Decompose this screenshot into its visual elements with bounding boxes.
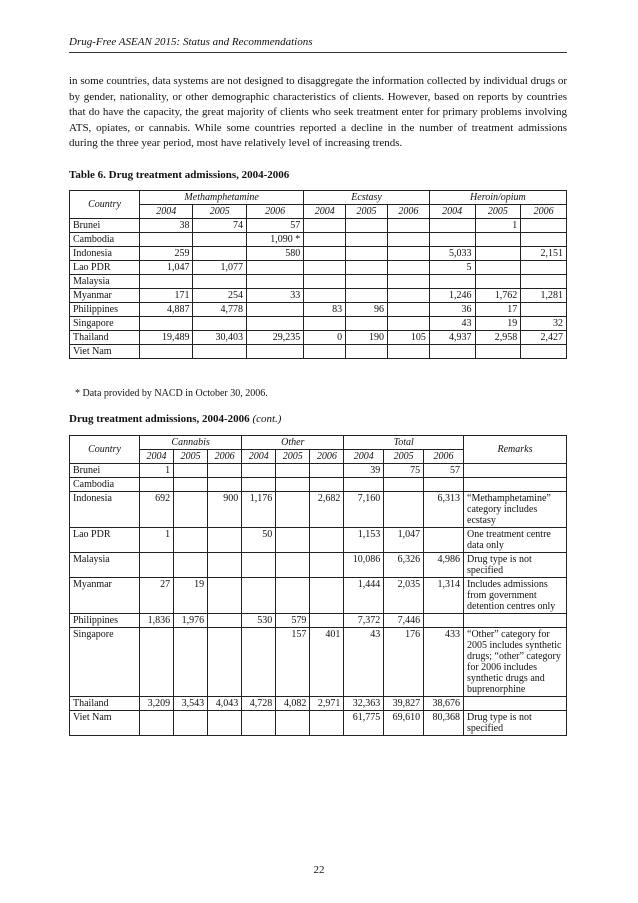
value-cell: 32: [521, 317, 567, 331]
value-cell: 17: [475, 303, 521, 317]
value-cell: 74: [193, 219, 246, 233]
value-cell: [304, 247, 346, 261]
value-cell: 1,444: [344, 578, 384, 614]
value-cell: 1,077: [193, 261, 246, 275]
value-cell: [429, 275, 475, 289]
table-row: [70, 492, 567, 528]
year-header: 2006: [424, 450, 464, 464]
value-cell: 1,246: [429, 289, 475, 303]
table-row: [70, 464, 567, 478]
value-cell: 580: [246, 247, 303, 261]
remarks-cell: [464, 697, 567, 711]
value-cell: [424, 614, 464, 628]
value-cell: 57: [246, 219, 303, 233]
value-cell: 0: [304, 331, 346, 345]
value-cell: 3,209: [140, 697, 174, 711]
value-cell: [346, 247, 388, 261]
value-cell: 171: [140, 289, 193, 303]
value-cell: [304, 261, 346, 275]
value-cell: 3,543: [174, 697, 208, 711]
remarks-cell: Drug type is not specified: [464, 553, 567, 578]
country-cell: Lao PDR: [70, 261, 140, 275]
value-cell: [387, 247, 429, 261]
value-cell: [475, 233, 521, 247]
table-row: [70, 711, 567, 736]
table2-treatment-admissions: [69, 435, 567, 736]
value-cell: 259: [140, 247, 193, 261]
value-cell: [310, 614, 344, 628]
year-header: 2005: [346, 205, 388, 219]
value-cell: [475, 275, 521, 289]
table1-footnote: * Data provided by NACD in October 30, 2006.: [75, 388, 268, 399]
value-cell: [242, 478, 276, 492]
year-header: 2005: [276, 450, 310, 464]
group-header: Methamphetamine: [140, 191, 304, 205]
value-cell: [140, 711, 174, 736]
value-cell: 96: [346, 303, 388, 317]
value-cell: 30,403: [193, 331, 246, 345]
value-cell: 57: [424, 464, 464, 478]
value-cell: 19: [475, 317, 521, 331]
value-cell: [304, 289, 346, 303]
value-cell: 10,086: [344, 553, 384, 578]
value-cell: 43: [344, 628, 384, 697]
country-cell: Cambodia: [70, 233, 140, 247]
value-cell: [193, 317, 246, 331]
value-cell: 2,958: [475, 331, 521, 345]
country-cell: Brunei: [70, 219, 140, 233]
year-header: 2005: [384, 450, 424, 464]
value-cell: 32,363: [344, 697, 384, 711]
value-cell: [346, 261, 388, 275]
value-cell: [475, 247, 521, 261]
value-cell: 2,971: [310, 697, 344, 711]
table-row: [70, 275, 567, 289]
year-header: 2004: [242, 450, 276, 464]
table2-caption-suffix: (cont.): [252, 413, 282, 425]
country-cell: Myanmar: [70, 289, 140, 303]
value-cell: 1,176: [242, 492, 276, 528]
value-cell: [429, 345, 475, 359]
value-cell: 4,082: [276, 697, 310, 711]
value-cell: 5: [429, 261, 475, 275]
value-cell: [246, 261, 303, 275]
table-row: [70, 345, 567, 359]
value-cell: [304, 275, 346, 289]
value-cell: [276, 553, 310, 578]
table-row: [70, 614, 567, 628]
value-cell: 83: [304, 303, 346, 317]
value-cell: 38: [140, 219, 193, 233]
value-cell: [276, 711, 310, 736]
value-cell: 6,313: [424, 492, 464, 528]
value-cell: [310, 528, 344, 553]
value-cell: [242, 578, 276, 614]
country-header: Country: [70, 191, 140, 219]
value-cell: [208, 553, 242, 578]
value-cell: [521, 345, 567, 359]
value-cell: [276, 528, 310, 553]
value-cell: [310, 711, 344, 736]
value-cell: [276, 478, 310, 492]
country-cell: Malaysia: [70, 275, 140, 289]
value-cell: 105: [387, 331, 429, 345]
value-cell: [310, 464, 344, 478]
value-cell: [242, 553, 276, 578]
value-cell: [193, 275, 246, 289]
value-cell: 530: [242, 614, 276, 628]
value-cell: [140, 275, 193, 289]
value-cell: [246, 317, 303, 331]
value-cell: [174, 553, 208, 578]
value-cell: 692: [140, 492, 174, 528]
value-cell: [346, 317, 388, 331]
value-cell: [387, 289, 429, 303]
remarks-cell: “Methamphetamine” category includes ecstasy: [464, 492, 567, 528]
table-row: [70, 331, 567, 345]
year-header: 2004: [304, 205, 346, 219]
value-cell: [304, 317, 346, 331]
value-cell: [387, 233, 429, 247]
value-cell: 176: [384, 628, 424, 697]
value-cell: 401: [310, 628, 344, 697]
value-cell: [475, 345, 521, 359]
value-cell: 4,728: [242, 697, 276, 711]
value-cell: [521, 303, 567, 317]
value-cell: [242, 464, 276, 478]
remarks-cell: [464, 464, 567, 478]
table2-caption-text: Drug treatment admissions, 2004-2006: [69, 413, 250, 425]
value-cell: 1,976: [174, 614, 208, 628]
value-cell: 433: [424, 628, 464, 697]
value-cell: 4,937: [429, 331, 475, 345]
country-cell: Brunei: [70, 464, 140, 478]
value-cell: [174, 492, 208, 528]
country-cell: Malaysia: [70, 553, 140, 578]
remarks-cell: Includes admissions from government detention centres only: [464, 578, 567, 614]
group-header: Other: [242, 436, 344, 450]
value-cell: [384, 478, 424, 492]
value-cell: [242, 628, 276, 697]
value-cell: [140, 233, 193, 247]
year-header: 2006: [387, 205, 429, 219]
value-cell: [387, 219, 429, 233]
value-cell: [174, 528, 208, 553]
table-row: [70, 289, 567, 303]
page-number: 22: [313, 864, 325, 876]
value-cell: [193, 345, 246, 359]
value-cell: [246, 275, 303, 289]
value-cell: [521, 233, 567, 247]
value-cell: [140, 345, 193, 359]
value-cell: [246, 345, 303, 359]
value-cell: 1,153: [344, 528, 384, 553]
value-cell: 1,281: [521, 289, 567, 303]
value-cell: 7,160: [344, 492, 384, 528]
value-cell: 27: [140, 578, 174, 614]
value-cell: 80,368: [424, 711, 464, 736]
value-cell: [304, 345, 346, 359]
table-row: [70, 219, 567, 233]
value-cell: 190: [346, 331, 388, 345]
table-row: [70, 528, 567, 553]
value-cell: [276, 464, 310, 478]
table-row: [70, 247, 567, 261]
value-cell: 43: [429, 317, 475, 331]
table-row: [70, 578, 567, 614]
remarks-header: Remarks: [464, 436, 567, 464]
year-header: 2004: [140, 450, 174, 464]
value-cell: [424, 478, 464, 492]
intro-paragraph: in some countries, data systems are not designed to disaggregate the information collected by individual drugs or by gender, nationality, or other demographic characteristics of clients. However, based on reports by countries that do have the capacity, the great majority of clients who seek treatment enter for primary problems involving ATS, opiates, or cannabis. While some countries reported a decline in the number of treatment admissions during the three year period, most have relatively level of increasing trends.: [69, 75, 567, 150]
group-header: Cannabis: [140, 436, 242, 450]
value-cell: [208, 528, 242, 553]
value-cell: 1,047: [384, 528, 424, 553]
year-header: 2004: [140, 205, 193, 219]
value-cell: 1: [475, 219, 521, 233]
value-cell: 579: [276, 614, 310, 628]
country-cell: Viet Nam: [70, 711, 140, 736]
value-cell: [140, 628, 174, 697]
value-cell: 4,778: [193, 303, 246, 317]
value-cell: [387, 275, 429, 289]
value-cell: [246, 303, 303, 317]
table-row: [70, 303, 567, 317]
group-header: Ecstasy: [304, 191, 430, 205]
value-cell: [276, 492, 310, 528]
value-cell: [346, 219, 388, 233]
table2-caption: [69, 413, 281, 425]
value-cell: 29,235: [246, 331, 303, 345]
value-cell: 1,836: [140, 614, 174, 628]
table-row: [70, 233, 567, 247]
value-cell: [475, 261, 521, 275]
value-cell: [208, 628, 242, 697]
value-cell: [344, 478, 384, 492]
header-rule: [69, 52, 567, 53]
country-cell: Viet Nam: [70, 345, 140, 359]
remarks-cell: [464, 614, 567, 628]
value-cell: [208, 478, 242, 492]
group-header: Heroin/opium: [429, 191, 566, 205]
year-header: 2004: [429, 205, 475, 219]
value-cell: 2,151: [521, 247, 567, 261]
value-cell: 1,762: [475, 289, 521, 303]
value-cell: 38,676: [424, 697, 464, 711]
country-cell: Philippines: [70, 303, 140, 317]
table-row: [70, 261, 567, 275]
country-header: Country: [70, 436, 140, 464]
value-cell: 7,372: [344, 614, 384, 628]
remarks-cell: Drug type is not specified: [464, 711, 567, 736]
table1-caption: Table 6. Drug treatment admissions, 2004-2006: [69, 169, 290, 181]
country-cell: Indonesia: [70, 247, 140, 261]
value-cell: [140, 478, 174, 492]
table1-treatment-admissions: [69, 190, 567, 359]
remarks-cell: [464, 478, 567, 492]
year-header: 2005: [193, 205, 246, 219]
country-cell: Cambodia: [70, 478, 140, 492]
value-cell: 39: [344, 464, 384, 478]
value-cell: [276, 578, 310, 614]
value-cell: 4,043: [208, 697, 242, 711]
country-cell: Myanmar: [70, 578, 140, 614]
value-cell: 157: [276, 628, 310, 697]
value-cell: [208, 464, 242, 478]
value-cell: [387, 317, 429, 331]
value-cell: [140, 553, 174, 578]
table-row: [70, 553, 567, 578]
value-cell: [424, 528, 464, 553]
value-cell: [387, 345, 429, 359]
value-cell: [174, 711, 208, 736]
value-cell: 2,427: [521, 331, 567, 345]
value-cell: 1,090 *: [246, 233, 303, 247]
country-cell: Lao PDR: [70, 528, 140, 553]
value-cell: [346, 233, 388, 247]
value-cell: [387, 261, 429, 275]
value-cell: 2,035: [384, 578, 424, 614]
value-cell: [310, 478, 344, 492]
value-cell: 50: [242, 528, 276, 553]
value-cell: 7,446: [384, 614, 424, 628]
value-cell: [310, 578, 344, 614]
year-header: 2006: [521, 205, 567, 219]
value-cell: [174, 628, 208, 697]
value-cell: [208, 578, 242, 614]
year-header: 2006: [246, 205, 303, 219]
value-cell: [193, 247, 246, 261]
country-cell: Indonesia: [70, 492, 140, 528]
value-cell: 69,610: [384, 711, 424, 736]
value-cell: [208, 614, 242, 628]
value-cell: 6,326: [384, 553, 424, 578]
value-cell: [140, 317, 193, 331]
country-cell: Philippines: [70, 614, 140, 628]
year-header: 2006: [310, 450, 344, 464]
value-cell: [174, 478, 208, 492]
value-cell: [346, 275, 388, 289]
value-cell: 36: [429, 303, 475, 317]
value-cell: [521, 261, 567, 275]
table-row: [70, 478, 567, 492]
value-cell: [174, 464, 208, 478]
value-cell: [346, 345, 388, 359]
value-cell: [304, 219, 346, 233]
year-header: 2006: [208, 450, 242, 464]
value-cell: 61,775: [344, 711, 384, 736]
table-row: [70, 697, 567, 711]
value-cell: 75: [384, 464, 424, 478]
table-row: [70, 628, 567, 697]
country-cell: Singapore: [70, 317, 140, 331]
value-cell: [384, 492, 424, 528]
remarks-cell: One treatment centre data only: [464, 528, 567, 553]
running-header: Drug-Free ASEAN 2015: Status and Recommendations: [69, 36, 313, 48]
value-cell: 254: [193, 289, 246, 303]
value-cell: 4,887: [140, 303, 193, 317]
value-cell: 1,314: [424, 578, 464, 614]
value-cell: [208, 711, 242, 736]
value-cell: 33: [246, 289, 303, 303]
value-cell: [193, 233, 246, 247]
value-cell: 1: [140, 464, 174, 478]
value-cell: 1: [140, 528, 174, 553]
value-cell: 4,986: [424, 553, 464, 578]
value-cell: [346, 289, 388, 303]
value-cell: [304, 233, 346, 247]
value-cell: 2,682: [310, 492, 344, 528]
value-cell: [387, 303, 429, 317]
value-cell: [242, 711, 276, 736]
country-cell: Thailand: [70, 697, 140, 711]
country-cell: Singapore: [70, 628, 140, 697]
year-header: 2005: [475, 205, 521, 219]
year-header: 2004: [344, 450, 384, 464]
value-cell: 19,489: [140, 331, 193, 345]
remarks-cell: “Other” category for 2005 includes synthetic drugs; “other” category for 2006 includes synthetic drugs and buprenorphine: [464, 628, 567, 697]
value-cell: [429, 233, 475, 247]
value-cell: [521, 275, 567, 289]
value-cell: 19: [174, 578, 208, 614]
table-row: [70, 317, 567, 331]
value-cell: [429, 219, 475, 233]
year-header: 2005: [174, 450, 208, 464]
value-cell: 1,047: [140, 261, 193, 275]
country-cell: Thailand: [70, 331, 140, 345]
value-cell: 5,033: [429, 247, 475, 261]
group-header: Total: [344, 436, 464, 450]
value-cell: [310, 553, 344, 578]
value-cell: [521, 219, 567, 233]
value-cell: 39,827: [384, 697, 424, 711]
value-cell: 900: [208, 492, 242, 528]
